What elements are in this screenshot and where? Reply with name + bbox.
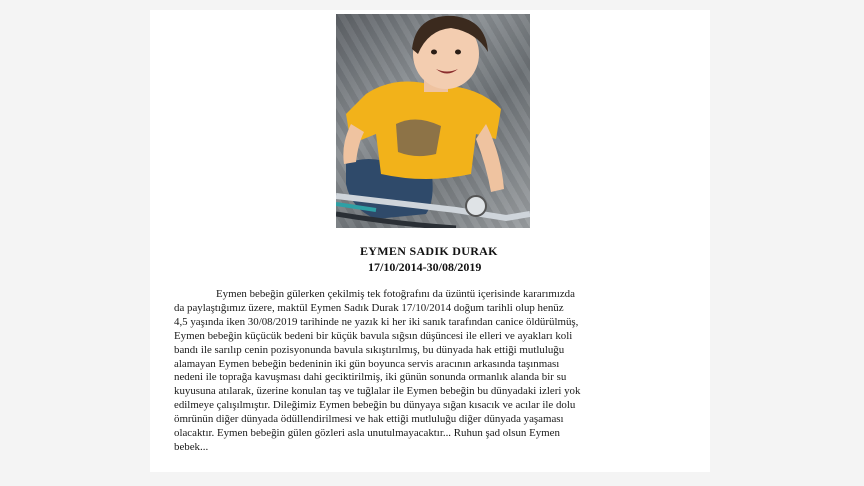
paragraph-line: Eymen bebeğin küçücük bedeni bir küçük bavula sığsın düşüncesi ile elleri ve ayakları koli [174,329,573,342]
person-name: EYMEN SADIK DURAK [360,244,498,258]
paragraph-line: nedeni ile toprağa kavuşması dahi geciktirilmiş, iki günün sonunda ormanlık alanda bir su [174,371,567,384]
paragraph-line: Eymen bebeğin gülerken çekilmiş tek fotoğrafını da üzüntü içerisinde kararımızda [216,288,575,300]
paragraph-line: kuyusuna atılarak, üzerine konulan taş ve tuğlalar ile Eymen bebeğin bu dünyadaki izleri yok [174,385,581,398]
paragraph-line: ömrünün diğer dünyada ödüllendirilmesi ve hak ettiği mutluluğu diğer dünyada yaşaması [174,413,564,426]
paragraph-line: 4,5 yaşında iken 30/08/2019 tarihinde ne yazık ki her iki sanık tarafından canice öldürülmüş, [174,315,579,328]
memorial-paragraph [174,288,650,455]
paragraph-line: bebek... [174,440,209,453]
paragraph-line: alamayan Eymen bebeğin bedeninin iki gün boyunca servis aracının arkasında taşınması [174,357,560,370]
paragraph-line: olacaktır. Eymen bebeğin gülen gözleri asla unutulmayacaktır... Ruhun şad olsun Eymen [174,427,560,440]
paragraph-line: bandı ile sarılıp cenin pozisyonunda bavula sıkıştırılmış, bu dünyada hak ettiği mutluluğu [174,343,565,356]
paragraph-line: edilmeye çalışılmıştır. Dileğimiz Eymen bebeğin bu dünyaya sığan kısacık ve acılar ile dolu [174,399,576,412]
life-dates: 17/10/2014-30/08/2019 [368,260,482,274]
paragraph-line: da paylaştığımız üzere, maktül Eymen Sadık Durak 17/10/2014 doğum tarihli olup henüz [174,301,564,314]
child-on-bicycle-illustration [336,14,530,228]
child-photo [336,14,530,228]
document-page [150,10,710,472]
